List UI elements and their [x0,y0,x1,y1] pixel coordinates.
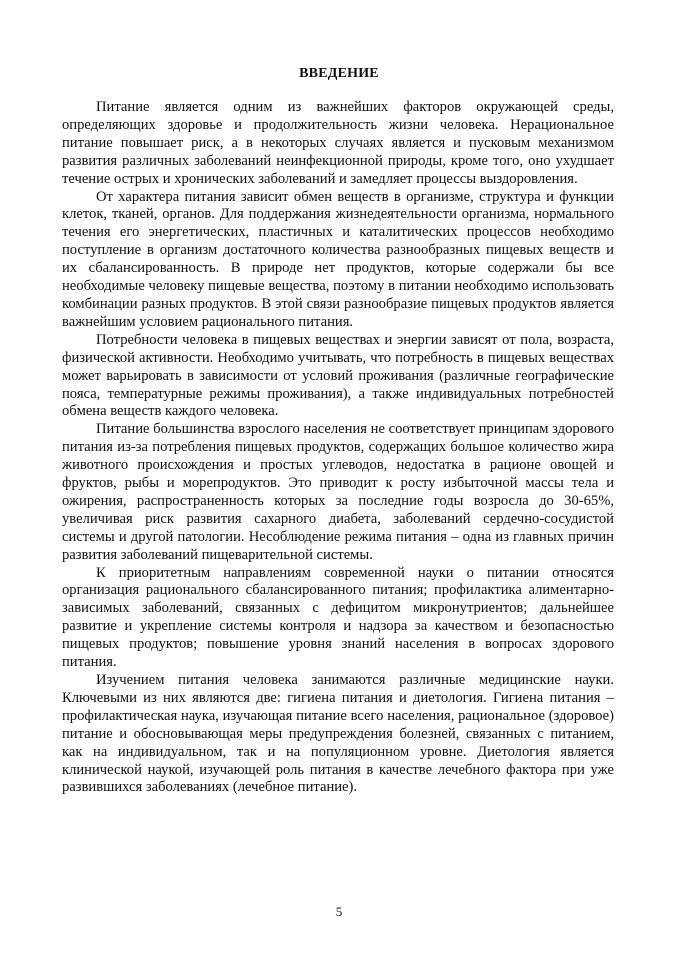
paragraph-1: Питание является одним из важнейших факторов окружающей среды, определяющих здоровье и продолжительность жизни человека. Нерациональное питание повышает риск, а в некоторых случаях является и пусковым механизмом развития различных заболеваний неинфекционной природы, кроме того, оно ухудшает течение острых и хронических заболеваний и замедляет процессы выздоровления. [62,99,614,187]
paragraph-6: Изучением питания человека занимаются различные медицинские науки. Ключевыми из них являются две: гигиена питания и диетология. Гигиена питания – профилактическая наука, изучающая питание всего населения, рациональное (здоровое) питание и обосновывающая меры предупреждения болезней, связанных с питанием, как на индивидуальном, так и на популяционном уровне. Диетология является клинической наукой, изучающей роль питания в качестве лечебного фактора при уже развившихся заболеваниях (лечебное питание). [62,672,614,796]
paragraph-4: Питание большинства взрослого населения не соответствует принципам здорового питания из-за потребления пищевых продуктов, содержащих большое количество жира животного происхождения и простых углеводов, недостатка в рационе овощей и фруктов, рыбы и морепродуктов. Это приводит к росту избыточной массы тела и ожирения, распространенность которых за последние годы возросла до 30-65%, увеличивая риск развития сахарного диабета, заболеваний сердечно-сосудистой системы и другой патологии. Несоблюдение режима питания – одна из главных причин развития заболеваний пищеварительной системы. [62,421,614,563]
paragraph-3: Потребности человека в пищевых веществах и энергии зависят от пола, возраста, физической активности. Необходимо учитывать, что потребность в пищевых веществах может варьировать в зависимости от условий проживания (различные географические пояса, температурные режимы проживания), а также индивидуальных потребностей обмена веществ каждого человека. [62,331,614,420]
body-text [62,99,614,797]
page-number: 5 [335,904,343,919]
paragraph-5: К приоритетным направлениям современной науки о питании относятся организация рационального сбалансированного питания; профилактика алиментарно-зависимых заболеваний, связанных с дефицитом микронутриентов; дальнейшее развитие и укрепление системы контроля и надзора за качеством и безопасностью пищевых продуктов; повышение уровня знаний населения в вопросах здорового питания. [62,564,614,671]
paragraph-2: От характера питания зависит обмен веществ в организме, структура и функции клеток, тканей, органов. Для поддержания жизнедеятельности организма, нормального течения его энергетических, пластичных и каталитических процессов необходимо поступление в организм достаточного количества разнообразных пищевых веществ и их сбалансированность. В природе нет продуктов, которые содержали бы все необходимые человеку пищевые вещества, поэтому в питании необходимо использовать комбинации разных продуктов. В этой связи разнообразие пищевых продуктов является важнейшим условием рационального питания. [62,188,614,330]
section-heading: ВВЕДЕНИЕ [299,66,379,81]
